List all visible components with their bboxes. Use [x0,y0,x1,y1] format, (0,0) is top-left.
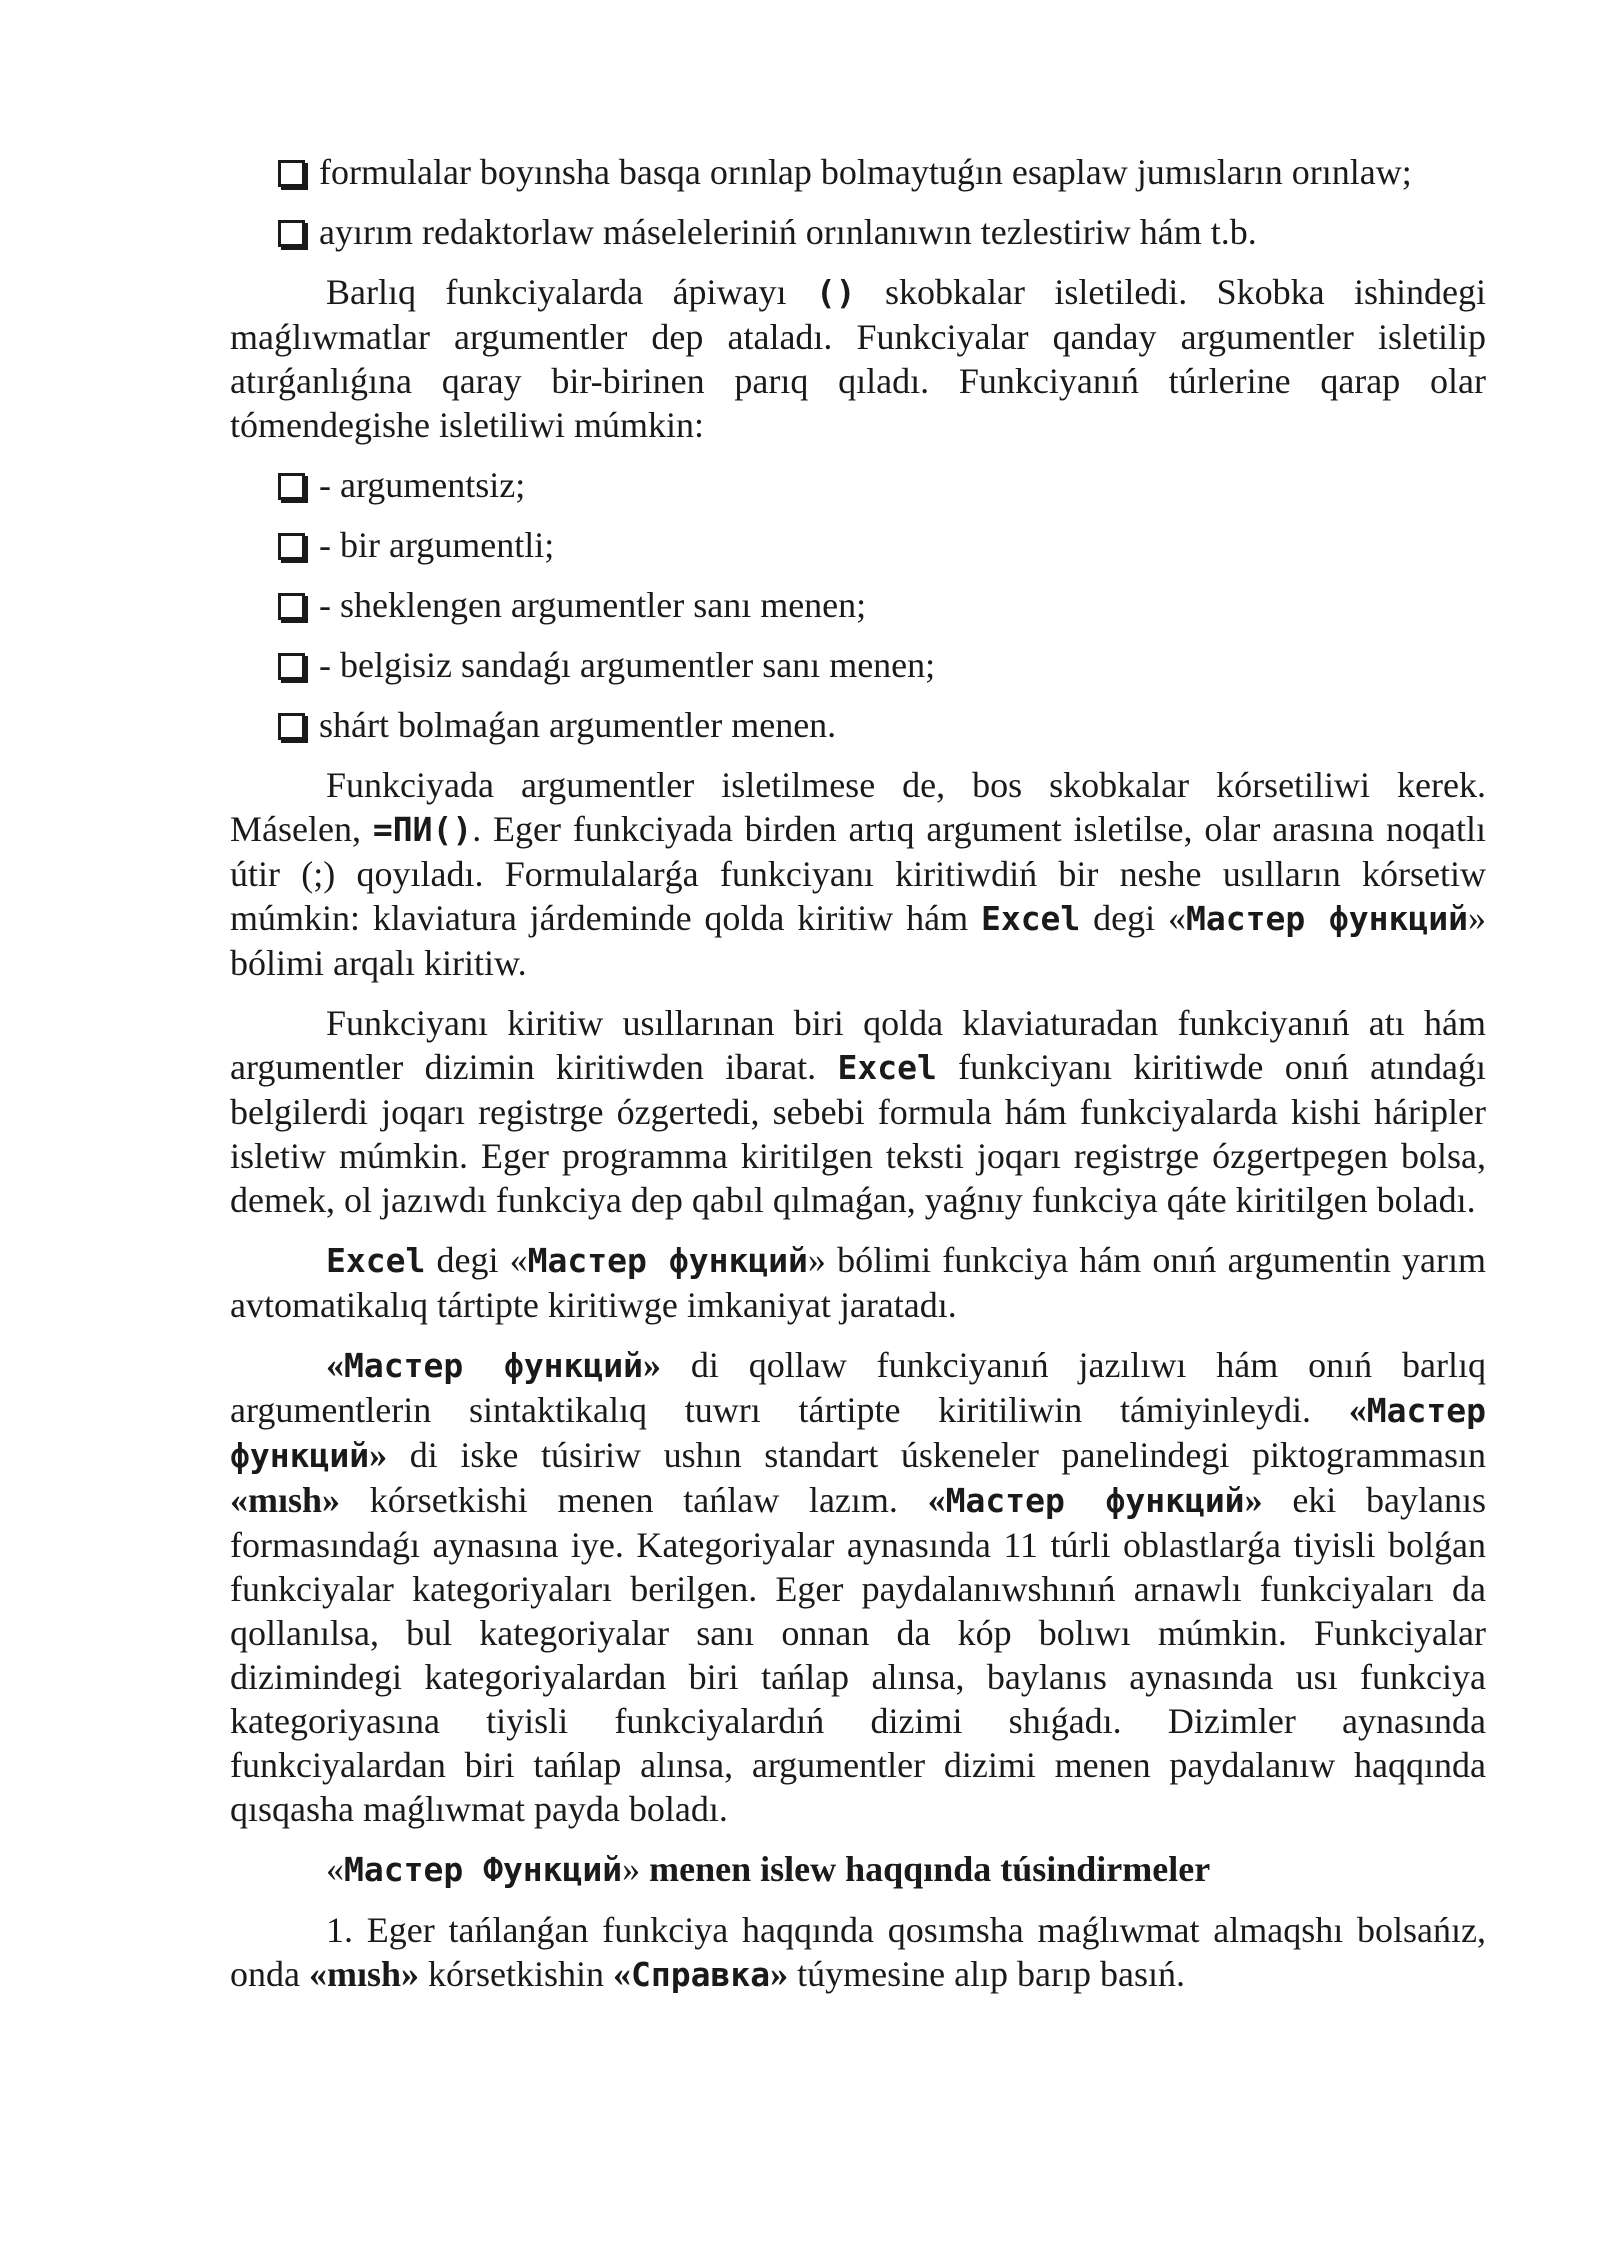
paragraph-brackets [230,270,1486,447]
text: di iske túsiriw ushın standart úskeneler panelindegi piktogrammasın [409,1435,1486,1475]
checkbox-bullet-icon [278,653,305,680]
text: 1. Eger tańlanǵan funkciya haqqında qosımsha maǵlıwmat almaqshı bolsańız, onda [230,1910,1486,1994]
list-item-text: - belgisiz sandaǵı argumentler sanı menen; [319,645,936,685]
text: » bólimi funkciya hám onıń argumentin yarım avtomatikalıq tártipte kiritiwge imkaniyat jaratadı. [230,1240,1486,1325]
text: di qollaw funkciyanıń jazılıwı hám onıń barlıq argumentlerin sintaktikalıq tuwrı tártipte kiritiliwin támiyinleydi. [230,1345,1486,1430]
code-text: Excel [326,1241,426,1280]
list-item-text: ayırım redaktorlaw máseleleriniń orınlanıwın tezlestiriw hám t.b. [319,212,1257,252]
text: » [1244,1480,1263,1520]
checkbox-bullet-icon [278,593,305,620]
list-item [230,643,1486,687]
paragraph-manual-input [230,1001,1486,1222]
text: kórsetkishin [428,1954,605,1994]
code-text: Мастер функций [344,1346,644,1385]
text: túymesine alıp barıp basıń. [797,1954,1186,1994]
code-text: Мастер функций [527,1241,808,1280]
text: . Eger funkciyada birden artıq argument isletilse, olar arasına noqatlı útir (;) qoyıladı. Formulalarǵa funkciyanı kiritiwdiń bir neshe usılların kórsetiw múmkin: klaviatura járdeminde qolda kiritiw hám [230,809,1487,938]
checkbox-bullet-icon [278,160,305,187]
checkbox-bullet-icon [278,220,305,247]
text: « [1348,1390,1367,1430]
text: degi « [1093,898,1186,938]
text: » [643,1345,662,1385]
code-text: Мастер функций [945,1481,1245,1520]
list-item [230,463,1486,507]
text: degi « [436,1240,528,1280]
text: Funkciyada argumentler isletilmese de, bos skobkalar kórsetiliwi kerek. Máselen, [230,765,1486,849]
list-item-text: - argumentsiz; [319,465,526,505]
bold-text: «mısh» [308,1954,420,1994]
code-text: Excel [980,899,1081,938]
text: eki baylanıs formasındaǵı aynasına iye. Kategoriyalar aynasında 11 túrli oblastlarǵa tiyisli bolǵan funkciyalar kategoriyaları berilgen. Eger paydalanıwshınıń arnawlı funkciyaları da qollanılsa, bul kategoriyalar sanı onnan da kóp bolıwı múmkin. Funkciyalar dizimindegi kategoriyalardan biri tańlap alınsa, baylanıs aynasında usı funkciya kategoriyasına tiyisli funkciyalardıń dizimi shıǵadı. Dizimler aynasında funkciyalardan biri tańlap alınsa, argumentler dizimi menen paydalanıw haqqında qısqasha maǵlıwmat payda boladı. [230,1480,1487,1829]
code-text: Справка [631,1955,771,1994]
list-item [230,703,1486,747]
checkbox-bullet-icon [278,713,305,740]
list-item [230,523,1486,567]
text: « [326,1345,344,1385]
paragraph-wizard-intro [230,1238,1486,1327]
document-body [230,150,1486,2013]
code-text: =ПИ() [372,810,473,849]
text: » [770,1954,789,1994]
text: » [369,1435,388,1475]
heading-text: menen islew haqqında túsindirmeler [649,1849,1211,1889]
list-item-text: formulalar boyınsha basqa orınlap bolmaytuǵın esaplaw jumısların orınlaw; [319,152,1412,192]
list-item-text: - sheklengen argumentler sanı menen; [319,585,867,625]
text: « [927,1480,946,1520]
list-item [230,150,1486,194]
checkbox-bullet-icon [278,473,305,500]
list-item [230,583,1486,627]
text: » [622,1849,641,1889]
text: « [613,1954,632,1994]
checkbox-bullet-icon [278,533,305,560]
paragraph-wizard-usage [230,1343,1486,1831]
list-item [230,210,1486,254]
code-text: Мастер Функций [344,1850,623,1889]
text: funkciyanı kiritiwde onıń atındaǵı belgilerdi joqarı registrge ózgertedi, sebebi formula hám funkciyalarda kishi háripler isletiw múmkin. Eger programma kiritilgen teksti joqarı registrge ózgertpegen bolsa, demek, ol jazıwdı funkciya dep qabıl qılmaǵan, yaǵnıy funkciya qáte kiritilgen boladı. [230,1047,1487,1220]
text: « [326,1849,344,1889]
list-item-text: - bir argumentli; [319,525,555,565]
text: Barlıq funkciyalarda ápiwayı [326,272,787,312]
text: kórsetkishi menen tańlaw lazım. [369,1480,898,1520]
section-heading [230,1847,1486,1892]
text: Funkciyanı kiritiw usıllarınan biri qolda klaviaturadan funkciyanıń atı hám argumentler dizimin kiritiwden ibarat. [230,1003,1486,1087]
text: » bólimi arqalı kiritiw. [230,898,1487,983]
text: skobkalar isletiledi. Skobka ishindegi maǵlıwmatlar argumentler dep ataladı. Funkciyalar qanday argumentler isletilip atırǵanlıǵına qaray bir-birinen parıq qıladı. Funkciyanıń túrlerine qarap olar tómendegishe isletiliwi múmkin: [230,272,1487,445]
code-text: () [815,273,856,312]
paragraph-help-step [230,1908,1486,1997]
bold-text: «mısh» [230,1480,341,1520]
code-text: Excel [837,1048,937,1087]
list-item-text: shárt bolmaǵan argumentler menen. [319,705,837,745]
code-text: Мастер функций [1186,899,1469,938]
paragraph-empty-brackets [230,763,1486,985]
code-text: Мастер функций [230,1391,1487,1475]
